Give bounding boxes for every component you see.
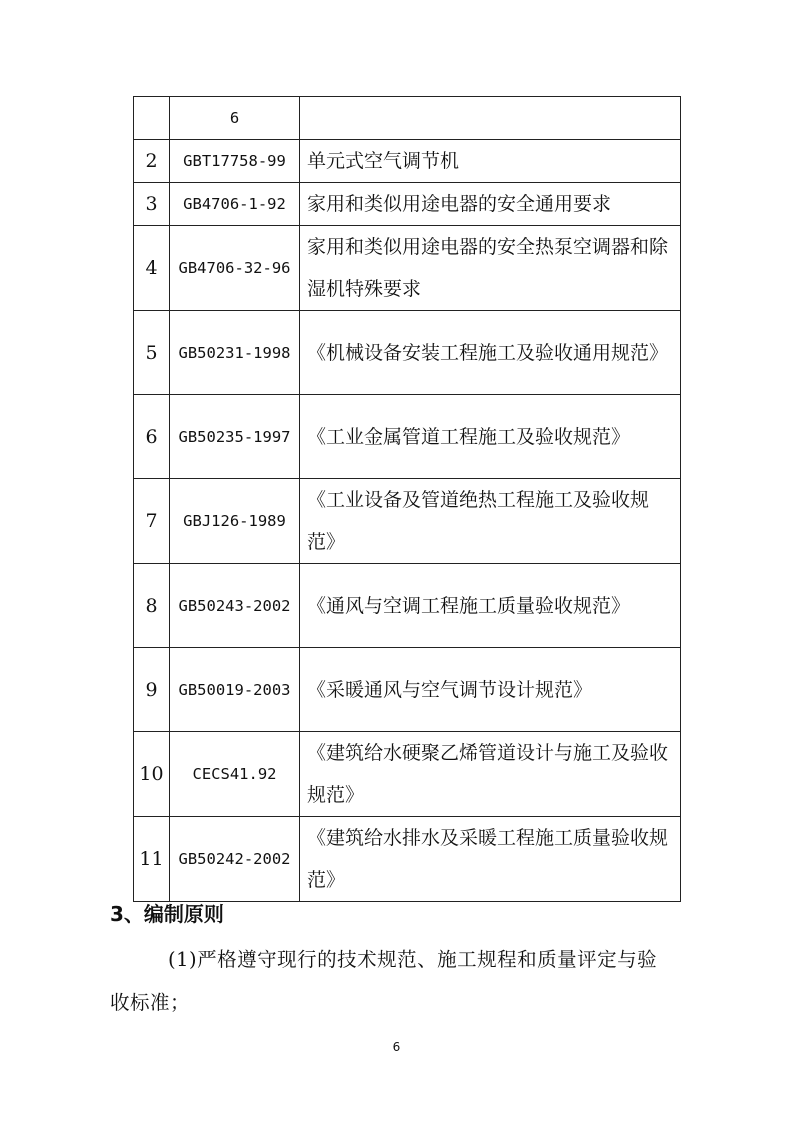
table-row: [134, 648, 681, 732]
row-index: 10: [134, 732, 170, 817]
standard-code: CECS41.92: [170, 732, 300, 817]
standard-name: 《通风与空调工程施工质量验收规范》: [300, 564, 681, 648]
table-row: [134, 564, 681, 648]
standard-code: GB50019-2003: [170, 648, 300, 732]
standard-code: GB50235-1997: [170, 395, 300, 479]
table-row: [134, 395, 681, 479]
section-paragraph: (1)严格遵守现行的技术规范、施工规程和质量评定与验收标准；: [110, 948, 658, 1014]
standard-name: 家用和类似用途电器的安全通用要求: [300, 183, 681, 226]
row-index: 2: [134, 140, 170, 183]
standard-name: 《工业设备及管道绝热工程施工及验收规范》: [300, 479, 681, 564]
standard-code: GB50242-2002: [170, 817, 300, 902]
row-index: 7: [134, 479, 170, 564]
standard-name: 《采暖通风与空气调节设计规范》: [300, 648, 681, 732]
standard-code: GB50231-1998: [170, 311, 300, 395]
table-row: [134, 817, 681, 902]
standard-name: [300, 97, 681, 140]
standard-code: GB4706-32-96: [170, 226, 300, 311]
page-number: 6: [392, 1040, 401, 1054]
standard-code: GBJ126-1989: [170, 479, 300, 564]
row-index: 6: [134, 395, 170, 479]
table-row: [134, 226, 681, 311]
row-index: 4: [134, 226, 170, 311]
row-index: 3: [134, 183, 170, 226]
standards-table: [133, 96, 681, 902]
standard-name: 《机械设备安装工程施工及验收通用规范》: [300, 311, 681, 395]
table-row: [134, 311, 681, 395]
standard-code: GB50243-2002: [170, 564, 300, 648]
standard-name: 《工业金属管道工程施工及验收规范》: [300, 395, 681, 479]
table-row: [134, 732, 681, 817]
table-row: [134, 140, 681, 183]
table-row: [134, 183, 681, 226]
standard-name: 《建筑给水硬聚乙烯管道设计与施工及验收规范》: [300, 732, 681, 817]
table-row: [134, 97, 681, 140]
standard-name: 《建筑给水排水及采暖工程施工质量验收规范》: [300, 817, 681, 902]
standard-name: 家用和类似用途电器的安全热泵空调器和除湿机特殊要求: [300, 226, 681, 311]
standard-name: 单元式空气调节机: [300, 140, 681, 183]
standard-code: 6: [170, 97, 300, 140]
standard-code: GB4706-1-92: [170, 183, 300, 226]
row-index: 11: [134, 817, 170, 902]
table-row: [134, 479, 681, 564]
standard-code: GBT17758-99: [170, 140, 300, 183]
row-index: 8: [134, 564, 170, 648]
row-index: [134, 97, 170, 140]
row-index: 5: [134, 311, 170, 395]
section-heading: 3、编制原则: [110, 902, 224, 926]
row-index: 9: [134, 648, 170, 732]
